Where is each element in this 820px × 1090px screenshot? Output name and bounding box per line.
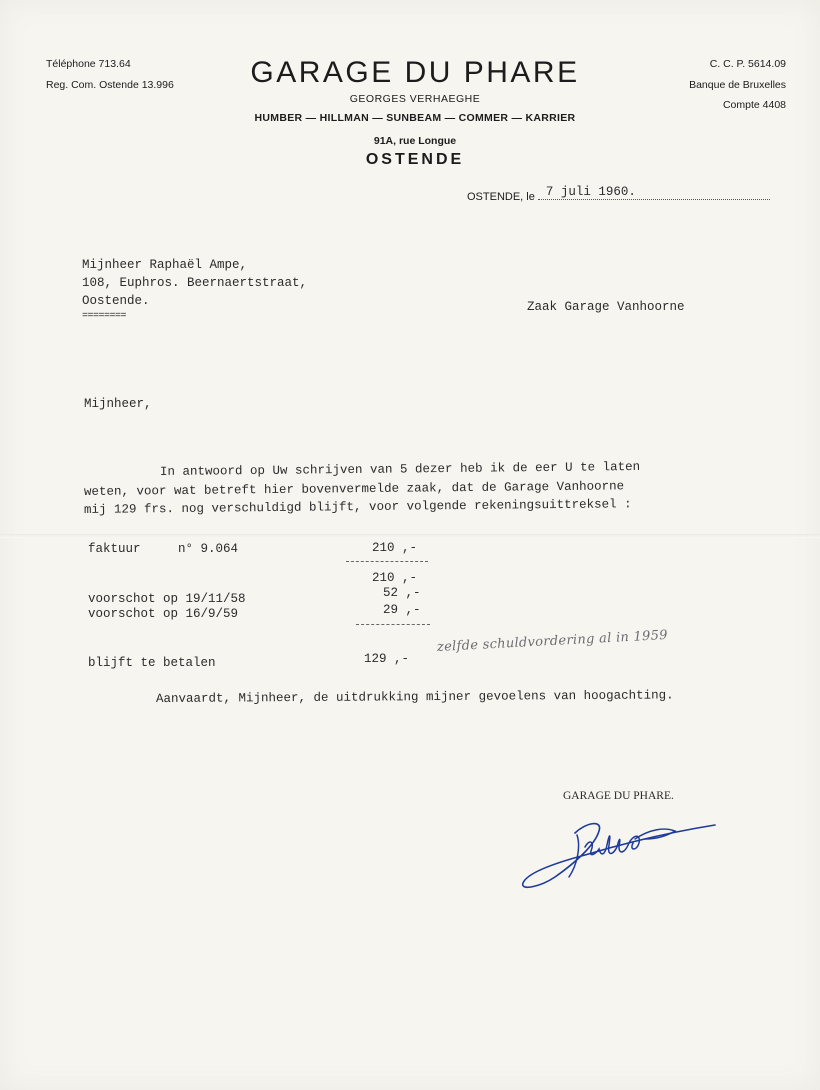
handwritten-signature [515,805,725,895]
subject-line: Zaak Garage Vanhoorne [527,300,685,314]
invoice-number: n° 9.064 [178,542,239,556]
postal-account: C. C. P. 5614.09 [709,58,786,70]
advance-1-amount: 52 ,- [383,586,421,600]
recipient-underline: ======== [82,311,127,322]
invoice-amount: 210 ,- [372,541,418,555]
city-name: OSTENDE [365,151,465,168]
bank-account: Compte 4408 [722,99,786,111]
closing-line: Aanvaardt, Mijnheer, de uitdrukking mijner gevoelens van hoogachting. [155,688,674,706]
body-line-3: mij 129 frs. nog verschuldigd blijft, voor volgende rekeningsuittreksel : [83,497,632,517]
handwritten-note: zelfde schuldvordering al in 1959 [436,627,669,655]
advance-2-label: voorschot op 16/9/59 [88,607,239,621]
car-brands: HUMBER — HILLMAN — SUNBEAM — COMMER — KARRIER [254,112,576,124]
date-line [467,185,770,203]
advance-1-label: voorschot op 19/11/58 [88,592,246,606]
recipient-city: Oostende. [82,294,150,308]
balance-label: blijft te betalen [88,656,216,670]
subtotal-amount: 210 ,- [372,571,418,585]
recipient-name: Mijnheer Raphaël Ampe, [82,258,248,272]
body-line-1: In antwoord op Uw schrijven van 5 dezer heb ik de eer U te laten [159,459,641,479]
balance-amount: 129 ,- [364,652,410,666]
body-line-2: weten, voor wat betreft hier bovenvermelde zaak, dat de Garage Vanhoorne [83,479,625,499]
signature-company: GARAGE DU PHARE. [563,790,674,802]
phone-number: Téléphone 713.64 [46,58,131,70]
date-prefix: OSTENDE, le [467,191,535,203]
owner-name: GEORGES VERHAEGHE [349,93,481,105]
street-address: 91A, rue Longue [373,135,457,147]
advance-2-amount: 29 ,- [383,603,421,617]
paper-fold [0,534,820,538]
trade-register: Reg. Com. Ostende 13.996 [46,79,174,91]
invoice-label: faktuur [88,542,141,556]
rule-1 [346,561,428,562]
company-name: GARAGE DU PHARE [250,56,580,89]
rule-2 [356,624,430,625]
bank-name: Banque de Bruxelles [689,79,786,91]
date-dotted-field [538,185,770,200]
typed-date: 7 juli 1960. [545,185,636,199]
recipient-street: 108, Euphros. Beernaertstraat, [82,276,308,290]
salutation: Mijnheer, [84,397,152,411]
